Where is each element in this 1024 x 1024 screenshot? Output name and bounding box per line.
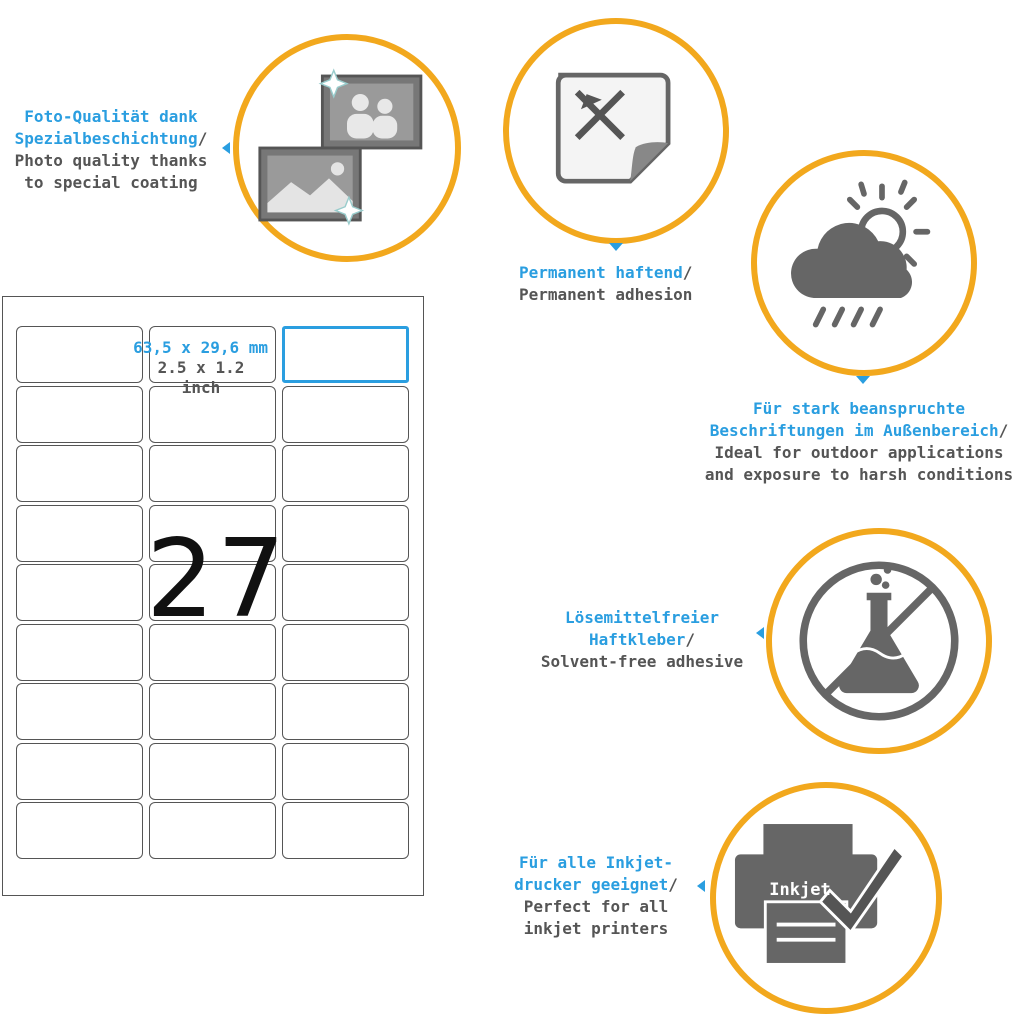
- label-size-mm: 63,5 x 29,6 mm: [133, 338, 268, 357]
- solvent-pointer: [756, 627, 764, 639]
- label-cell: [282, 802, 409, 859]
- inkjet-caption-de-2: drucker geeignet: [514, 875, 669, 894]
- inkjet-caption-en-2: inkjet printers: [523, 919, 669, 938]
- photo-caption-de-2: Spezialbeschichtung: [14, 129, 198, 148]
- label-cell: [282, 505, 409, 562]
- outdoor-pointer: [856, 376, 870, 384]
- label-cell: [149, 445, 276, 502]
- solvent-caption-en: Solvent-free adhesive: [540, 652, 744, 671]
- weather-icon: [757, 156, 971, 370]
- inkjet-circle: [710, 782, 942, 1014]
- solvent-caption: [530, 607, 754, 673]
- label-cell: [149, 802, 276, 859]
- printer-label: Inkjet: [769, 880, 831, 900]
- label-cell: [282, 445, 409, 502]
- label-cell: [16, 743, 143, 800]
- photo-caption-en-1: Photo quality thanks: [14, 151, 208, 170]
- outdoor-caption-de-1: Für stark beanspruchte: [753, 399, 965, 418]
- label-cell: [282, 564, 409, 621]
- outdoor-circle: [751, 150, 977, 376]
- photo-caption-slash: /: [197, 129, 208, 148]
- photos-icon: [239, 40, 455, 256]
- outdoor-caption-en-2: and exposure to harsh conditions: [704, 465, 1014, 484]
- no-chemical-icon: [772, 534, 986, 748]
- inkjet-caption-slash: /: [668, 875, 678, 894]
- photo-pointer: [222, 142, 230, 154]
- label-cell: [16, 802, 143, 859]
- inkjet-pointer: [697, 880, 705, 892]
- outdoor-caption: [694, 398, 1024, 486]
- outdoor-caption-slash: /: [998, 421, 1009, 440]
- label-cell: [16, 445, 143, 502]
- label-cell: [282, 386, 409, 443]
- label-cell: [149, 743, 276, 800]
- permanent-caption-de: Permanent haftend: [519, 263, 683, 282]
- solvent-circle: [766, 528, 992, 754]
- photo-caption-en-2: to special coating: [24, 173, 198, 192]
- permanent-caption: [519, 262, 739, 306]
- label-cell: [282, 683, 409, 740]
- permanent-circle: [503, 18, 729, 244]
- label-cell: [16, 564, 143, 621]
- label-cell: [16, 624, 143, 681]
- label-size-caption: [110, 338, 268, 398]
- inkjet-caption: [496, 852, 696, 940]
- inkjet-caption-en-1: Perfect for all: [523, 897, 669, 916]
- permanent-pointer: [609, 243, 623, 251]
- inkjet-caption-de-1: Für alle Inkjet-: [518, 853, 674, 872]
- photo-caption: [6, 106, 216, 194]
- no-peel-sticker-icon: [509, 24, 723, 238]
- photo-quality-circle: [233, 34, 461, 262]
- label-cell: [16, 683, 143, 740]
- label-cell: [282, 743, 409, 800]
- label-cell-selected: [282, 326, 409, 383]
- label-count: 27: [146, 517, 288, 642]
- solvent-caption-de-2: Haftkleber: [589, 630, 686, 649]
- label-cell: [16, 505, 143, 562]
- outdoor-caption-de-2: Beschriftungen im Außenbereich: [709, 421, 999, 440]
- solvent-caption-de-1: Lösemittelfreier: [564, 608, 720, 627]
- label-cell: [282, 624, 409, 681]
- photo-caption-de-1: Foto-Qualität dank: [24, 107, 198, 126]
- permanent-caption-en: Permanent adhesion: [519, 285, 693, 304]
- label-cell: [149, 683, 276, 740]
- permanent-caption-slash: /: [682, 263, 693, 282]
- outdoor-caption-en-1: Ideal for outdoor applications: [714, 443, 1004, 462]
- solvent-caption-slash: /: [685, 630, 695, 649]
- label-size-inch: 2.5 x 1.2 inch: [157, 358, 245, 397]
